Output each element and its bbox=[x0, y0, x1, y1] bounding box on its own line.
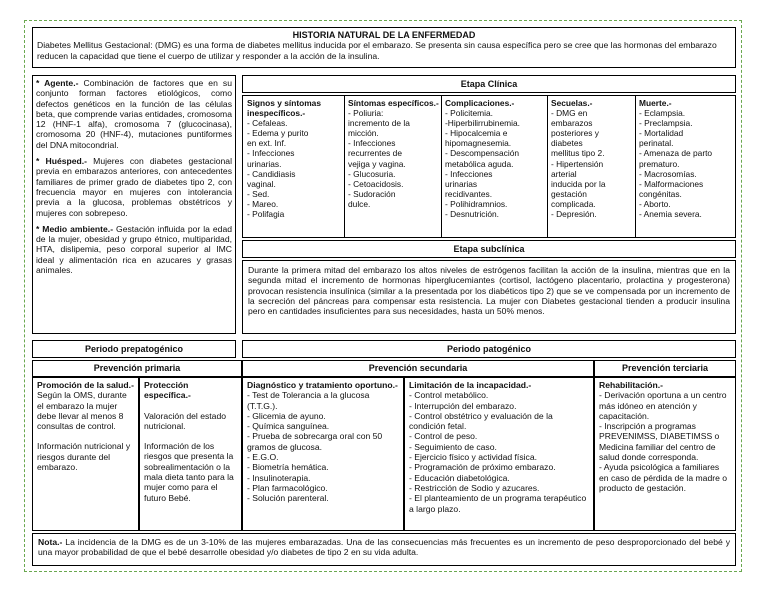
intro-text: Diabetes Mellitus Gestacional: (DMG) es una forma de diabetes mellitus inducida por el embarazo. Se presenta sin causa específica pero se cree que las hormonas del embarazo reducen la capacidad que tiene el cuerpo de utilizar y responder a la acción de la insulina. bbox=[37, 40, 717, 61]
list-item: - Hipocalcemia e hipomagnesemia. bbox=[445, 128, 512, 149]
list-item: - Ayuda psicológica a familiares en caso de pérdida de la madre o producto de gestación. bbox=[599, 462, 728, 493]
list-item: - Eclampsia. bbox=[639, 108, 686, 119]
etapa-clinica-grid bbox=[242, 95, 736, 238]
clinica-col-title: Muerte.- bbox=[639, 98, 672, 108]
list-item: - Infecciones urinarias. bbox=[247, 148, 295, 169]
prevencion-secundaria bbox=[242, 360, 594, 377]
list-item: - Control obstétrico y evaluación de la condición fetal. bbox=[409, 410, 553, 432]
periodo-patogenico bbox=[242, 340, 736, 358]
list-item: - Restricción de Sodio y azucares. bbox=[409, 482, 540, 493]
list-item: - Programación de próximo embarazo. bbox=[409, 462, 556, 473]
list-item: - Control de peso. bbox=[409, 431, 478, 442]
diagnostico-box bbox=[242, 377, 404, 531]
list-item: - Test de Tolerancia a la glucosa (T.T.G.). bbox=[247, 390, 370, 411]
rehabilitacion-title: Rehabilitación.- bbox=[599, 380, 663, 390]
list-item: - Polihidramnios. bbox=[445, 198, 508, 209]
agente-label: * Agente.- bbox=[36, 78, 79, 88]
list-item: - Candidiasis vaginal. bbox=[247, 168, 296, 189]
list-item: - Ejercicio físico y actividad física. bbox=[409, 452, 537, 463]
list-item: - Anemia severa. bbox=[639, 209, 702, 220]
list-item: - Glucosuria. bbox=[348, 168, 396, 179]
etapa-subclinica-header bbox=[242, 240, 736, 258]
document-frame bbox=[24, 20, 742, 572]
list-item: - Cetoacidosis. bbox=[348, 178, 404, 189]
list-item: - Policitemia. bbox=[445, 108, 493, 119]
medio-label: * Medio ambiente.- bbox=[36, 223, 114, 234]
promocion-title: Promoción de la salud.- bbox=[37, 380, 134, 390]
list-item: - Cefaleas. bbox=[247, 118, 288, 129]
prevencion-terciaria-label: Prevención terciaria bbox=[621, 363, 709, 373]
periodo-prepatogenico-label: Periodo prepatogénico bbox=[84, 344, 183, 354]
list-item: - Derivación oportuna a un centro más idóneo en atención y capacitación. bbox=[599, 390, 727, 421]
promocion-text-2: Información nutricional y riesgos durante del embarazo. bbox=[37, 441, 131, 473]
list-item: - Amenaza de parto prematuro. bbox=[639, 148, 713, 169]
medio-text: Gestación influida por la edad de la mujer, obesidad y grupo étnico, multiparidad, HTA, dislipemia, peso corporal superior al IMC ideal y alimentación rica en azucares y grasas animales. bbox=[36, 223, 232, 276]
clinica-col-muerte bbox=[639, 98, 735, 219]
clinica-col-signos bbox=[247, 98, 342, 219]
page-title: HISTORIA NATURAL DE LA ENFERMEDAD bbox=[292, 30, 476, 40]
clinica-col-title: Signos y síntomas inespecíficos.- bbox=[247, 98, 321, 119]
proteccion-text-2: Información de los riesgos que presenta la sobrealimentación o la mala dieta tanto para la mujer como para el futuro Bebé. bbox=[144, 441, 234, 503]
promocion-box bbox=[32, 377, 139, 531]
periodo-prepatogenico bbox=[32, 340, 236, 358]
title-box bbox=[32, 27, 736, 68]
promocion-text: Según la OMS, durante el embarazo la mujer debe llevar al menos 8 consultas de control. bbox=[37, 390, 127, 432]
etapa-clinica-header bbox=[242, 75, 736, 93]
nota-text: La incidencia de la DMG es de un 3-10% de las mujeres embarazadas. Una de las consecuencias más frecuentes es un incremento de peso desproporcionado del bebé y una mayor probabilidad de que el bebé desarrolle obesidad y/o diabetes de tipo 2 en su vida adulta. bbox=[38, 537, 730, 558]
proteccion-box bbox=[139, 377, 242, 531]
list-item: - Descompensación metabólica aguda. bbox=[445, 148, 520, 169]
etapa-subclinica-label: Etapa subclínica bbox=[453, 244, 525, 254]
prevencion-primaria-label: Prevención primaria bbox=[93, 363, 181, 373]
list-item: - Glicemia de ayuno. bbox=[247, 410, 326, 421]
medio-paragraph bbox=[36, 224, 232, 275]
clinica-col-title: Secuelas.- bbox=[551, 98, 593, 108]
proteccion-title: Protección específica.- bbox=[144, 380, 191, 401]
list-item: - Infecciones recurrentes de vejiga y vagina. bbox=[348, 138, 406, 169]
etapa-subclinica-box bbox=[242, 260, 736, 334]
list-item: - Sed. bbox=[247, 188, 270, 199]
list-item: - Seguimiento de caso. bbox=[409, 441, 497, 452]
list-item: - Desnutrición. bbox=[445, 209, 499, 220]
list-item: - Prueba de sobrecarga oral con 50 gramos de glucosa. bbox=[247, 431, 383, 452]
limitacion-title: Limitación de la incapacidad.- bbox=[409, 380, 532, 390]
list-item: - Control metabólico. bbox=[409, 390, 489, 401]
list-item: - Depresión. bbox=[551, 209, 597, 220]
proteccion-text: Valoración del estado nutricional. bbox=[144, 410, 227, 431]
list-item: - Aborto. bbox=[639, 198, 671, 209]
list-item: - Inscripción a programas PREVENIMSS, DIABETIMSS o Medicina familiar del centro de salud donde corresponda. bbox=[599, 421, 720, 463]
list-item: - Educación diabetológica. bbox=[409, 472, 510, 483]
etapa-clinica-label: Etapa Clínica bbox=[460, 79, 518, 89]
etapa-subclinica-text: Durante la primera mitad del embarazo los altos niveles de estrógenos facilitan la acción de la insulina, mientras que en la segunda mitad el incremento de hormonas hiperglucemiantes (cortisol, lactógeno placentario, prolactina y progesterona) provocan resistencia insulínica (similar a la presentada por los diabéticos tipo 2) que se ve compensada por un incremento de la secreción del páncreas para compensar esta resistencia. La mujer con Diabetes gestacional tienden a producir insulina pero en cantidades insuficientes para sus necesidades, hasta un 50% menos. bbox=[248, 265, 730, 317]
clinica-col-title: Complicaciones.- bbox=[445, 98, 515, 108]
list-item: - Sudoración dulce. bbox=[348, 188, 396, 209]
limitacion-box bbox=[404, 377, 594, 531]
nota-box bbox=[32, 533, 736, 566]
list-item: - Preclampsia. bbox=[639, 118, 693, 129]
diagnostico-title: Diagnóstico y tratamiento oportuno.- bbox=[247, 380, 398, 390]
list-item: - Malformaciones congénitas. bbox=[639, 178, 704, 199]
list-item: - Interrupción del embarazo. bbox=[409, 400, 517, 411]
prevencion-terciaria bbox=[594, 360, 736, 377]
list-item: - Mareo. bbox=[247, 198, 279, 209]
clinica-col-sintomas bbox=[348, 98, 440, 209]
list-item: - Plan farmacológico. bbox=[247, 482, 328, 493]
list-item: - Solución parenteral. bbox=[247, 493, 329, 504]
huesped-text: Mujeres con diabetes gestacional previa en embarazos anteriores, con antecedentes familiares de primer grado de diabetes tipo 2, con frecuencia mayor en mujeres con intolerancia previa a la glucosa, problemas obstétricos y mujeres con sobrepeso. bbox=[36, 156, 232, 218]
clinica-col-secuelas bbox=[551, 98, 634, 219]
list-item: - E.G.O. bbox=[247, 452, 279, 463]
list-item: - Polifagia bbox=[247, 209, 285, 220]
agente-text: Combinación de factores que en su conjunto forman factores etiológicos, como defectos genéticos en la función de las células beta, que comprende varias entidades, cromosoma 12 (HNF-1 alfa), cromosoma 7 (glucocinasa), cromosoma 20 (HNF-4), mutaciones puntiformes del DNA mitocondrial. bbox=[36, 78, 232, 150]
list-item: - Mortalidad perinatal. bbox=[639, 128, 684, 149]
list-item: - Infecciones urinarias recidivantes. bbox=[445, 168, 493, 199]
periodo-patogenico-label: Periodo patogénico bbox=[446, 344, 531, 354]
prevencion-secundaria-label: Prevención secundaria bbox=[368, 363, 468, 373]
huesped-label: * Huésped.- bbox=[36, 156, 88, 167]
agente-paragraph bbox=[36, 78, 232, 150]
rehabilitacion-box bbox=[594, 377, 736, 531]
prevencion-primaria bbox=[32, 360, 242, 377]
triad-box bbox=[32, 75, 236, 334]
clinica-col-title: Síntomas específicos.- bbox=[348, 98, 439, 108]
list-item: -Hiperbilirrubinemia. bbox=[445, 118, 520, 129]
list-item: - Química sanguínea. bbox=[247, 421, 330, 432]
nota-label: Nota.- bbox=[38, 537, 63, 547]
list-item: - El planteamiento de un programa terapéutico a largo plazo. bbox=[409, 493, 587, 514]
list-item: - Edema y purito en ext. Inf. bbox=[247, 128, 309, 149]
list-item: - Insulinoterapia. bbox=[247, 472, 311, 483]
list-item: - DMG en embarazos posteriores y diabetes mellitus tipo 2. bbox=[551, 108, 605, 159]
list-item: - Biometría hemática. bbox=[247, 462, 329, 473]
list-item: - Macrosomías. bbox=[639, 168, 697, 179]
list-item: - Hipertensión arterial inducida por la gestación complicada. bbox=[551, 158, 606, 209]
huesped-paragraph bbox=[36, 156, 232, 218]
clinica-col-complicaciones bbox=[445, 98, 546, 219]
list-item: - Poliuria: incremento de la micción. bbox=[348, 108, 410, 139]
